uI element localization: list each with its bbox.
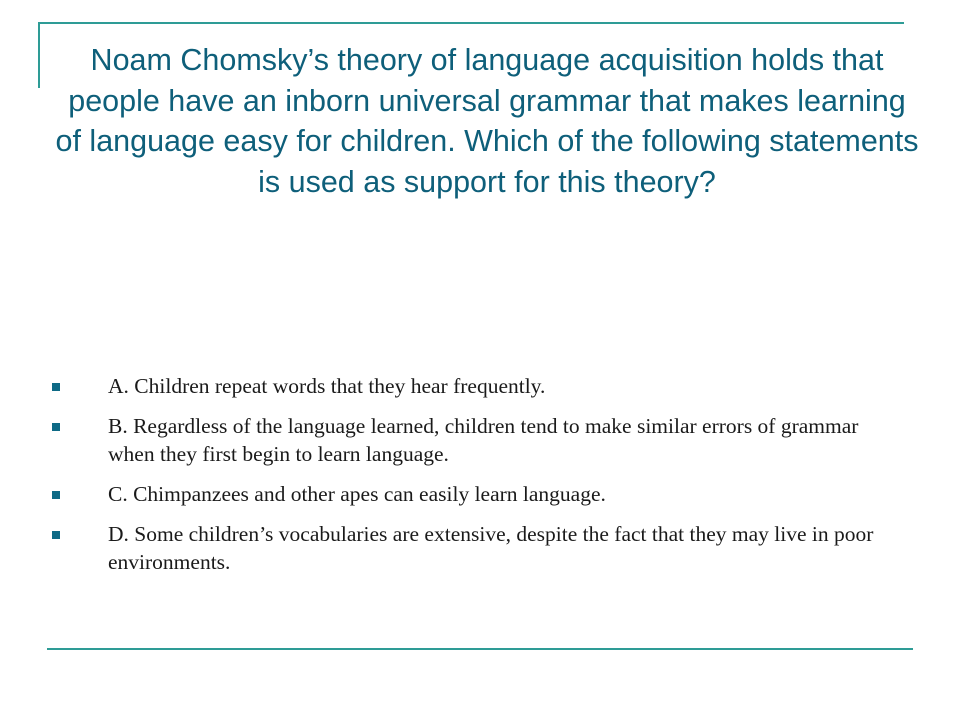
slide-title: Noam Chomsky’s theory of language acquisition holds that people have an inborn universal grammar that makes learning of language easy for children. Which of the following statements is used as support for this theory?: [55, 43, 919, 199]
frame-bottom-line: [47, 648, 913, 650]
answer-option-label: D. Some children’s vocabularies are extensive, despite the fact that they may live in poor environments.: [108, 522, 874, 574]
answer-option-label: C. Chimpanzees and other apes can easily learn language.: [108, 482, 606, 506]
answer-option-c[interactable]: [48, 480, 878, 508]
answer-option-d[interactable]: [48, 520, 878, 576]
answer-option-label: B. Regardless of the language learned, children tend to make similar errors of grammar when they first begin to learn language.: [108, 414, 859, 466]
answer-option-a[interactable]: [48, 372, 878, 400]
answer-option-b[interactable]: [48, 412, 878, 468]
answer-options-list: [48, 372, 878, 588]
answer-option-label: A. Children repeat words that they hear frequently.: [108, 374, 546, 398]
frame-left-line: [38, 22, 40, 88]
frame-top-line: [40, 22, 904, 24]
square-bullet-icon: [52, 423, 60, 431]
square-bullet-icon: [52, 383, 60, 391]
square-bullet-icon: [52, 491, 60, 499]
square-bullet-icon: [52, 531, 60, 539]
